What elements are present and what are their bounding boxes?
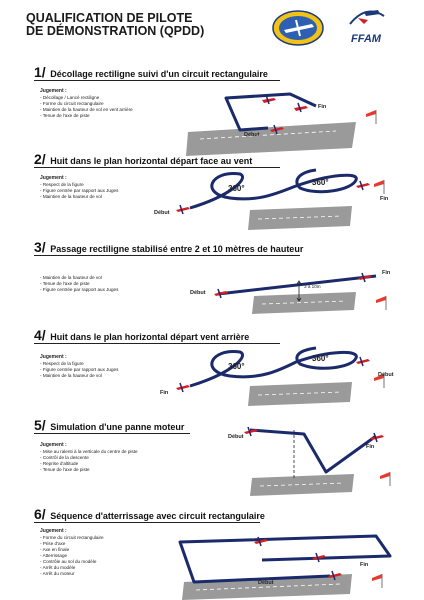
debut-label: Début — [258, 580, 274, 586]
jugement-item-text: Reprise d'altitude — [42, 461, 79, 466]
jugement-heading: Jugement : — [40, 175, 67, 181]
debut-label: Début — [154, 210, 170, 216]
section-6-number: 6/ — [34, 506, 46, 522]
section-1-title-text: Décollage rectiligne suivi d'un circuit rectangulaire — [50, 69, 268, 79]
loop-360-label: 360° — [312, 354, 329, 363]
jugement-item: - Contrôl de la descente — [40, 455, 89, 460]
jugement-item: - Tenue de l'axe de piste — [40, 467, 90, 472]
section-4-title — [34, 327, 249, 343]
jugement-item: - Mise au ralenti à la verticale du centre de piste — [40, 449, 138, 454]
jugement-item-text: Maintien de la hauteur de vol — [42, 275, 102, 280]
fin-label: Fin — [318, 104, 327, 110]
jugement-item: - Atterrissage — [40, 553, 68, 558]
jugement-item: - Contrôle au sol du modèle — [40, 559, 97, 564]
windsock-icon — [376, 296, 386, 310]
jugement-item-text: Figure centrée par rapport aux Juges — [42, 287, 119, 292]
airplane-icon — [356, 181, 370, 190]
jugement-heading: Jugement : — [40, 528, 67, 534]
airplane-icon — [244, 427, 258, 436]
section-6-title — [34, 506, 265, 522]
section-1-diagram — [0, 84, 424, 150]
windsock-icon — [366, 110, 376, 124]
jugement-item: - Arrêt du modèle — [40, 565, 76, 570]
loop-360-label: 360° — [312, 178, 329, 187]
jugement-item: - Figure centrée par rapport aux Juges — [40, 188, 119, 193]
jugement-item: - Prise d'axe — [40, 541, 66, 546]
umac-logo-icon — [272, 10, 324, 46]
fin-label: Fin — [382, 270, 391, 276]
jugement-item-text: Tenue de l'axe de piste — [42, 467, 90, 472]
jugement-item: - Tenue de l'axe de piste — [40, 113, 90, 118]
jugement-item-text: Figure centrée par rapport aux Juges — [42, 188, 119, 193]
jugement-item-text: Contrôl de la descente — [42, 455, 89, 460]
jugement-item-text: Tenue de l'axe de piste — [42, 113, 90, 118]
jugement-item: - Respect de la figure — [40, 361, 84, 366]
jugement-item-text: Maintien de la hauteur de vol — [42, 373, 102, 378]
airplane-icon — [176, 383, 190, 392]
section-4-number: 4/ — [34, 327, 46, 343]
section-2-title-text: Huit dans le plan horizontal départ face au vent — [50, 156, 253, 166]
debut-label: Début — [244, 132, 260, 138]
windsock-icon — [372, 574, 382, 588]
fin-label: Fin — [366, 444, 375, 450]
jugement-item: - Forme du circuit rectangulaire — [40, 101, 104, 106]
jugement-item-text: Respect de la figure — [42, 361, 84, 366]
jugement-item-text: Maintien de la hauteur de vol en vent arrière — [42, 107, 133, 112]
ffam-logo-icon — [344, 8, 388, 48]
height-label: 3 à 10m — [304, 284, 321, 289]
section-4-diagram — [0, 342, 424, 414]
windsock-icon — [380, 472, 390, 486]
section-2-diagram — [0, 166, 424, 242]
section-6-title-text: Séquence d'atterrissage avec circuit rectangulaire — [50, 511, 265, 521]
airplane-icon — [294, 103, 308, 112]
jugement-item-text: Mise au ralenti à la verticale du centre de piste — [42, 449, 138, 454]
jugement-item: - Maintien de la hauteur de vol en vent arrière — [40, 107, 133, 112]
jugement-item-text: Respect de la figure — [42, 182, 84, 187]
title-line-2: DE DÉMONSTRATION (QPDD) — [26, 24, 205, 38]
jugement-item-text: Arrêt du moteur — [42, 571, 75, 576]
jugement-item-text: Décollage / Lancé rectiligne — [42, 95, 100, 100]
title-line-1: QUALIFICATION DE PILOTE — [26, 11, 193, 25]
airplane-icon — [214, 289, 228, 298]
debut-label: Début — [378, 372, 394, 378]
airplane-icon — [312, 553, 326, 562]
jugement-item-text: Prise d'axe — [42, 541, 66, 546]
jugement-heading: Jugement : — [40, 354, 67, 360]
section-4-title-text: Huit dans le plan horizontal départ vent arrière — [50, 332, 250, 342]
fin-label: Fin — [160, 390, 169, 396]
debut-label: Début — [190, 290, 206, 296]
ffam-logo-text: FFAM — [351, 33, 381, 45]
jugement-item-text: Forme du circuit rectangulaire — [42, 535, 104, 540]
section-6-diagram — [0, 522, 424, 600]
debut-label: Début — [228, 434, 244, 440]
jugement-item: - Figure centrée par rapport aux Juges — [40, 367, 119, 372]
section-2-title — [34, 151, 252, 167]
jugement-heading: Jugement : — [40, 442, 67, 448]
jugement-item: - Décollage / Lancé rectiligne — [40, 95, 100, 100]
section-5-number: 5/ — [34, 417, 46, 433]
section-5-diagram — [0, 420, 424, 500]
section-3-title-text: Passage rectiligne stabilisé entre 2 et 10 mètres de hauteur — [50, 244, 304, 254]
airplane-icon — [358, 273, 372, 282]
jugement-item: - Respect de la figure — [40, 182, 84, 187]
section-3-number: 3/ — [34, 239, 46, 255]
jugement-item: - Reprise d'altitude — [40, 461, 79, 466]
section-2-number: 2/ — [34, 151, 46, 167]
section-3-title — [34, 239, 303, 255]
windsock-icon — [374, 180, 384, 194]
jugement-item: - Tenue de l'axe de piste — [40, 281, 90, 286]
jugement-item-text: Tenue de l'axe de piste — [42, 281, 90, 286]
jugement-item: - Maintien de la hauteur de vol — [40, 275, 102, 280]
jugement-item-text: Atterrissage — [42, 553, 68, 558]
section-3-diagram — [0, 260, 424, 320]
jugement-item: - Figure centrée par rapport aux Juges — [40, 287, 119, 292]
fin-label: Fin — [360, 562, 369, 568]
jugement-item-text: Forme du circuit rectangulaire — [42, 101, 104, 106]
fin-label: Fin — [380, 196, 389, 202]
section-1-title — [34, 64, 268, 80]
section-3-rule — [34, 255, 300, 256]
airplane-icon — [356, 357, 370, 366]
page-title — [26, 12, 204, 38]
jugement-item: - Arrêt du moteur — [40, 571, 75, 576]
jugement-item-text: Axe en finale — [42, 547, 70, 552]
jugement-item: - Maintien de la hauteur de vol — [40, 373, 102, 378]
jugement-item-text: Contrôle au sol du modèle — [42, 559, 97, 564]
jugement-item: - Axe en finale — [40, 547, 70, 552]
airplane-icon — [176, 205, 190, 214]
jugement-item: - Forme du circuit rectangulaire — [40, 535, 104, 540]
section-5-title-text: Simulation d'une panne moteur — [50, 422, 185, 432]
jugement-heading: Jugement : — [40, 88, 67, 94]
section-1-number: 1/ — [34, 64, 46, 80]
jugement-item-text: Maintien de la hauteur de vol — [42, 194, 102, 199]
jugement-item-text: Arrêt du modèle — [42, 565, 76, 570]
loop-360-label: 360° — [228, 362, 245, 371]
section-1-rule — [34, 80, 280, 81]
jugement-item-text: Figure centrée par rapport aux Juges — [42, 367, 119, 372]
loop-360-label: 360° — [228, 184, 245, 193]
jugement-item: - Maintien de la hauteur de vol — [40, 194, 102, 199]
